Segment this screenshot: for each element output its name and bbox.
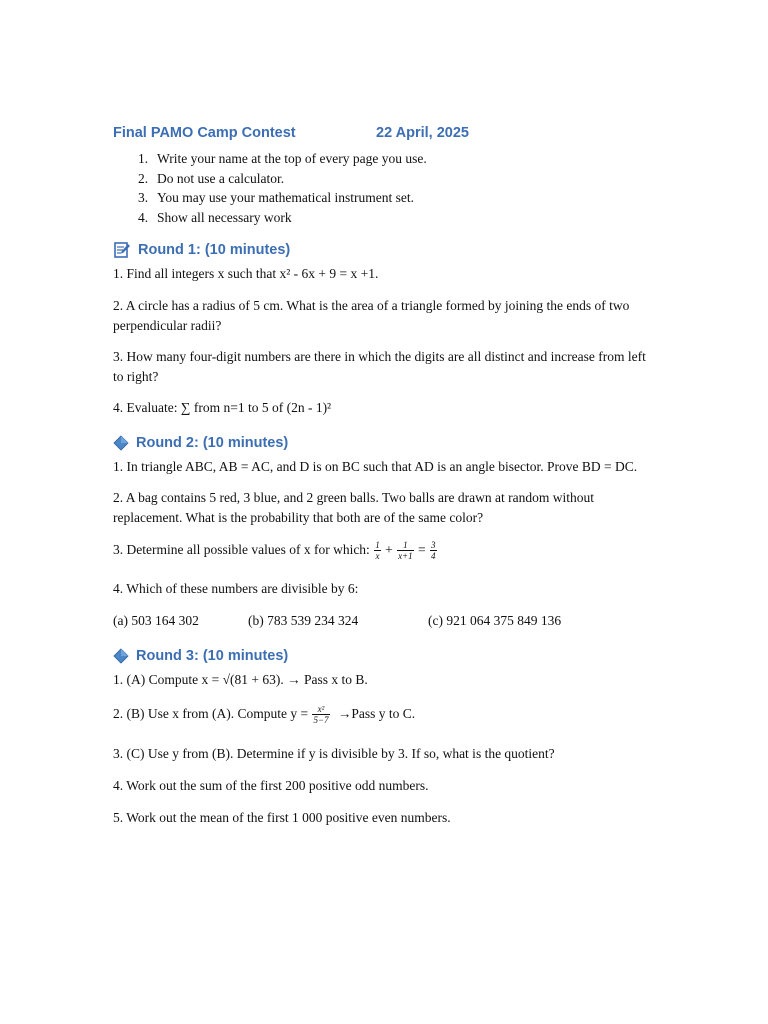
list-item: 3. You may use your mathematical instrument set. [138, 190, 414, 205]
list-item: 1. Write your name at the top of every page you use. [138, 151, 427, 166]
question-text: 4. Evaluate: ∑ from n=1 to 5 of (2n - 1)² [113, 400, 332, 415]
instructions-list [138, 149, 427, 227]
round-title: Round 2: (10 minutes) [136, 435, 289, 451]
fraction: $\frac{1}{x+1}$ [398, 540, 413, 562]
list-item: 4. Show all necessary work [138, 209, 292, 225]
option-c: (c) 921 064 375 849 136 [428, 613, 562, 628]
option-a: (a) 503 164 302 [113, 613, 199, 628]
list-item: 2. Do not use a calculator. [138, 170, 285, 186]
fraction: $\frac{1}{x}$ [375, 540, 380, 562]
fraction: $\frac{\text{x²}}{5-7}$ [313, 704, 329, 726]
question-text: 1. In triangle ABC, AB = AC, and D is on BC such that AD is an angle bisector. Prove BD = DC. [113, 459, 638, 474]
question-text: 3. (C) Use y from (B). Determine if y is divisible by 3. If so, what is the quotient? [113, 746, 555, 761]
round-title: Round 1: (10 minutes) [138, 242, 291, 258]
question-text: 2. A circle has a radius of 5 cm. What is the area of a triangle formed by joining the ends of two perpendicular radii? [113, 298, 630, 333]
round-3-heading [113, 648, 288, 664]
question-equation: 3. Determine all possible values of x for which: $\frac{1}{x}$ + $\frac{1}{x+1}$ = $\frac{3}{4}$ [113, 540, 436, 562]
question-text: 4. Work out the sum of the first 200 positive odd numbers. [113, 778, 429, 793]
contest-title: Final PAMO Camp Contest [113, 125, 296, 141]
notepad-pencil-icon [113, 241, 131, 259]
diamond-icon [113, 435, 129, 451]
option-b: (b) 783 539 234 324 [248, 613, 359, 628]
answer-options [113, 611, 673, 631]
question-text: 1. (A) Compute x = √(81 + 63). → Pass x to B. [113, 672, 368, 687]
round-2-heading [113, 435, 288, 451]
contest-date: 22 April, 2025 [376, 125, 469, 141]
question-text: 1. Find all integers x such that x² - 6x + 9 = x +1. [113, 266, 379, 281]
question-text: 2. A bag contains 5 red, 3 blue, and 2 green balls. Two balls are drawn at random without replacement. What is the probability that both are of the same color? [113, 490, 594, 525]
question-text: 3. How many four-digit numbers are there in which the digits are all distinct and increase from left to right? [113, 349, 646, 384]
round-title: Round 3: (10 minutes) [136, 648, 289, 664]
fraction: $\frac{3}{4}$ [431, 540, 436, 562]
round-1-heading [113, 241, 290, 259]
question-text: 4. Which of these numbers are divisible by 6: [113, 581, 359, 596]
question-equation: 2. (B) Use x from (A). Compute y = $\frac{\text{x²}}{5-7}$ →Pass y to C. [113, 704, 416, 726]
question-text: 5. Work out the mean of the first 1 000 positive even numbers. [113, 810, 451, 825]
diamond-icon [113, 648, 129, 664]
